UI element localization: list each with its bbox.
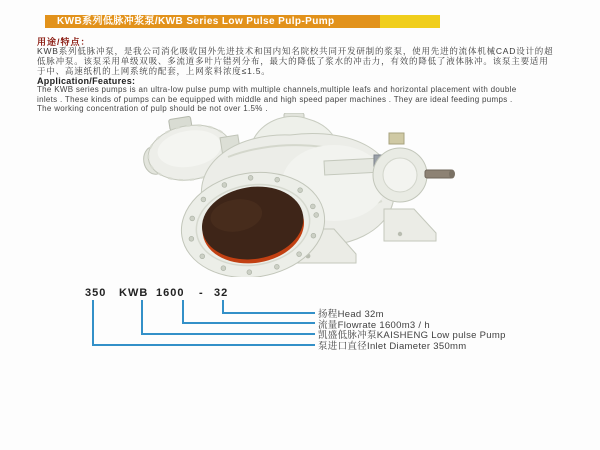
page-title: KWB系列低脉冲浆泵/KWB Series Low Pulse Pulp-Pump (45, 15, 380, 28)
usage-text-line: KWB系列低脉冲泵，是我公司消化吸收国外先进技术和国内知名院校共同开发研制的浆泵，使用先进的流体机械CAD设计的超 (37, 46, 554, 56)
usage-heading: 用途/特点： (37, 37, 91, 47)
legend-head: 扬程Head 32m (318, 309, 384, 320)
model-code-flow: 1600 (156, 287, 185, 299)
legend-series: 凯盛低脉冲泵KAISHENG Low pulse Pump (318, 330, 506, 341)
application-text-line: The working concentration of pulp should be not over 1.5% . (37, 104, 268, 113)
legend-inlet: 泵进口直径Inlet Diameter 350mm (318, 340, 467, 352)
usage-text-line: 于中、高速纸机的上网系统的配套，上网浆料浓度≤1.5。 (37, 66, 271, 76)
pump-photo (138, 113, 460, 277)
model-code-dash: - (199, 287, 204, 299)
application-text-line: inlets . These kinds of pumps can be equipped with middle and high speed paper machines . They are ideal feeding pumps . (37, 94, 513, 104)
model-code-inlet: 350 (85, 287, 107, 299)
legend-flow: 流量Flowrate 1600m3 / h (318, 319, 430, 331)
usage-text-line: 低脉冲泵。该泵采用单级双吸、多流道多叶片错列分布，最大的降低了浆水的冲击力，有效的降低了液体脉冲。该泵主要适用 (37, 56, 549, 66)
leader-line-inlet (92, 300, 315, 346)
model-code-series: KWB (119, 287, 149, 299)
model-code-head: 32 (214, 287, 229, 299)
header-accent-bar (380, 15, 440, 28)
application-text-line: The KWB series pumps is an ultra-low pulse pump with multiple channels,multiple leafs and horizontal placement with double (37, 85, 517, 94)
application-heading: Application/Features: (37, 76, 136, 86)
